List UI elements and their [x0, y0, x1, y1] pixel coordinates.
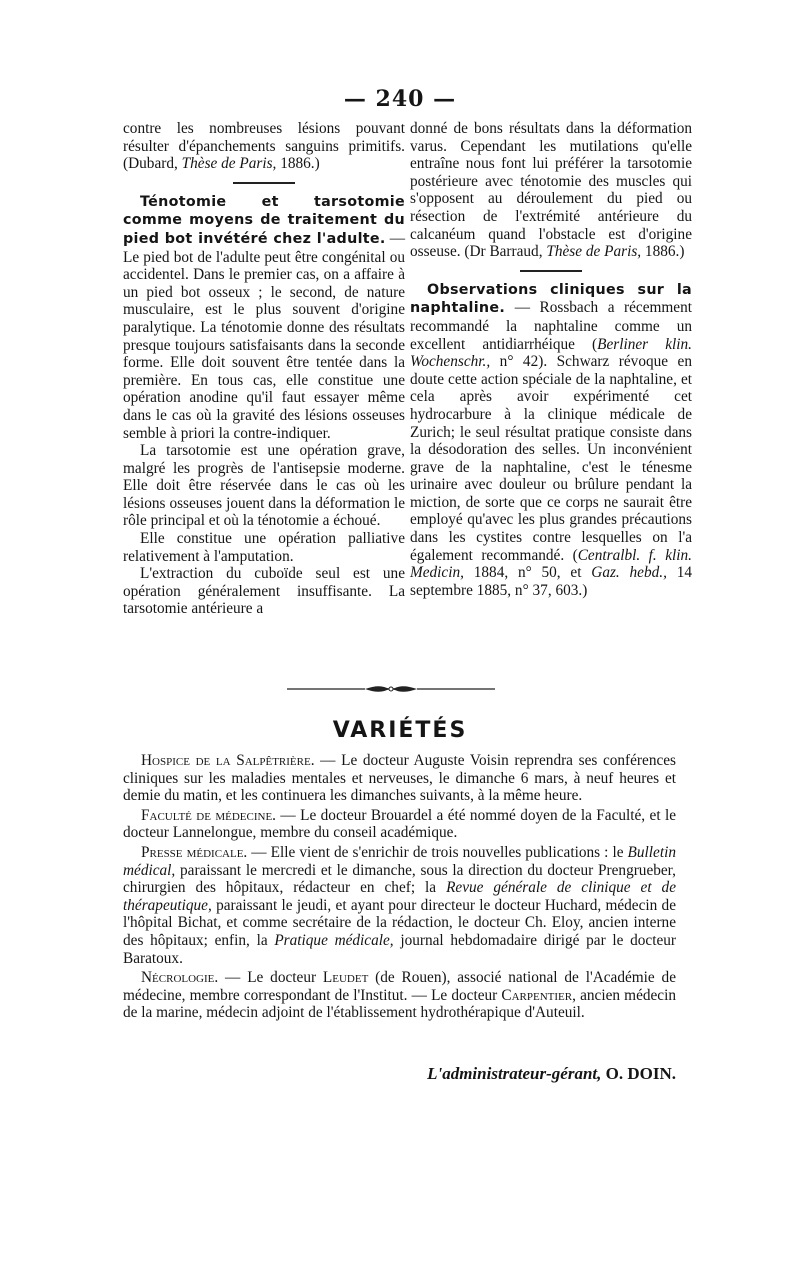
varietes-heading: VARIÉTÉS — [332, 718, 468, 743]
right-column — [410, 120, 692, 599]
paragraph: La tarsotomie est une opération grave, malgré les progrès de l'antisepsie moderne. Elle doit être réservée dans le cas où les lésions osseuses jouent dans la déformation le rôle principal et où la ténotomie a échoué. — [123, 442, 405, 530]
section-divider — [233, 182, 295, 184]
tenotomie-article — [123, 193, 405, 442]
news-text: paraissant le mercredi et le dimanche, sous la direction du docteur Prengrueber, chirurgien des hôpitaux, rédacteur en chef; la — [123, 861, 676, 897]
continued-paragraph — [410, 120, 692, 261]
publication-title: Pratique médicale, — [274, 931, 394, 949]
news-item — [123, 844, 676, 967]
article-heading: Ténotomie et tarsotomie comme moyens de traitement du pied bot invétéré chez l'adulte. — [123, 193, 405, 247]
article-heading: Observations cliniques sur la naphtaline. — [410, 281, 692, 317]
paragraph: L'extraction du cuboïde seul est une opération généralement insuffisante. La tarsotomie antérieure a — [123, 565, 405, 618]
signature — [360, 1064, 676, 1084]
news-text: — Elle vient de s'enrichir de trois nouvelles publications : le — [247, 843, 628, 861]
intro-citation: Thèse de Paris, — [181, 155, 277, 173]
article-text: 14 septembre 1885, n° 37, 603.) — [410, 564, 693, 599]
citation: Centralbl. f. klin. Medicin, — [410, 546, 692, 582]
citation-end: 1886.) — [641, 243, 685, 261]
article-lead: — Le pied bot de l'adulte peut être congénital ou accidentel. Dans le premier cas, on a affaire à un pied bot osseux ; le second, de nature musculaire, est le plus souvent d'origine paralytique. La ténotomie donne des résultats presque toujours satisfaisants dans la seconde forme. Elle doit souvent être tentée dans la première. En tous cas, elle constitue une opération anodine qu'il faut essayer même dans le cas où la gravité des lésions osseuses semble à priori la contre-indiquer. — [123, 229, 405, 442]
citation: Thèse de Paris, — [546, 243, 642, 261]
intro-end: 1886.) — [276, 155, 320, 173]
continued-text: donné de bons résultats dans la déformation varus. Cependant les mutilations qu'elle entraîne nous font lui préférer la tarsotomie postérieure avec ténotomie des muscles qui s'opposent au déroulement du pied ou résection de l'extrémité antérieure du calcanéum quand l'obstacle est d'origine osseuse. (Dr Barraud, — [410, 120, 692, 261]
varietes-section — [123, 752, 676, 1024]
news-item — [123, 752, 676, 805]
news-text: paraissant le jeudi, et ayant pour directeur le docteur Huchard, médecin de l'hôpital Bichat, et comme secrétaire de la rédaction, le docteur Ch. Eloy, ancien interne des hôpitaux; enfin, la — [123, 896, 676, 949]
left-column — [123, 120, 405, 618]
signature-name: O. DOIN. — [601, 1064, 676, 1083]
publication-title: Bulletin médical, — [123, 843, 676, 879]
news-text: (de Rouen), associé national de l'Académie de médecine, membre correspondant de l'Institut. — Le docteur — [123, 969, 676, 1004]
news-item — [123, 969, 676, 1022]
news-text: — Le docteur Auguste Voisin reprendra ses conférences cliniques sur les maladies mentales et nerveuses, le dimanche 6 mars, à neuf heures et demie du matin, et les continuera les dimanches suivants, à la même heure. — [123, 752, 676, 805]
ornament-divider — [287, 682, 495, 696]
news-label: Hospice de la Salpêtrière. — [141, 752, 315, 769]
article-text: n° 42). Schwarz révoque en doute cette action spéciale de la naphtaline, et cela après avoir expérimenté cet hydrocarbure à la clinique médicale de Zurich; le seul résultat pratique consiste dans la désodoration des selles. Un inconvénient grave de la naphtaline, c'est le ténesme urinaire avec douleur ou brûlure pendant la miction, de sorte que ce corps ne saurait être employé qu'avec les plus grandes précautions dans les cystites contre lesquelles on l'a également recommandé. ( — [410, 353, 692, 564]
news-text: — Le docteur Brouardel a été nommé doyen de la Faculté, et le docteur Lannelongue, membre du conseil académique. — [123, 806, 677, 842]
article-text: 1884, n° 50, et — [463, 564, 592, 582]
intro-text: contre les nombreuses lésions pouvant résulter d'épanchements sanguins primitifs. (Dubard, — [123, 120, 405, 173]
news-text: journal hebdomadaire dirigé par le docteur Baratoux. — [123, 931, 676, 967]
intro-paragraph — [123, 120, 405, 173]
news-text: — Le docteur — [218, 969, 323, 987]
citation: Gaz. hebd., — [591, 564, 667, 582]
section-divider — [520, 270, 582, 272]
person-name: Leudet — [322, 969, 369, 987]
publication-title: Revue générale de clinique et de thérapeutique, — [123, 879, 676, 914]
signature-role: L'administrateur-gérant, — [427, 1064, 602, 1083]
citation: Berliner klin. Wochenschr., — [410, 335, 692, 371]
person-name: Carpentier, — [501, 986, 576, 1004]
news-label: Nécrologie. — [141, 969, 219, 987]
news-text: ancien médecin de la marine, médecin adjoint de l'établissement hydrothérapique d'Auteuil. — [123, 986, 676, 1022]
news-label: Presse médicale. — [141, 843, 248, 861]
news-label: Faculté de médecine. — [141, 806, 277, 824]
page-number: — 240 — — [343, 86, 457, 112]
naphtaline-article — [410, 281, 692, 600]
article-text: — Rossbach a récemment recommandé la naphtaline comme un excellent antidiarrhéique ( — [410, 299, 692, 353]
news-item — [123, 807, 676, 842]
paragraph: Elle constitue une opération palliative relativement à l'amputation. — [123, 530, 405, 565]
